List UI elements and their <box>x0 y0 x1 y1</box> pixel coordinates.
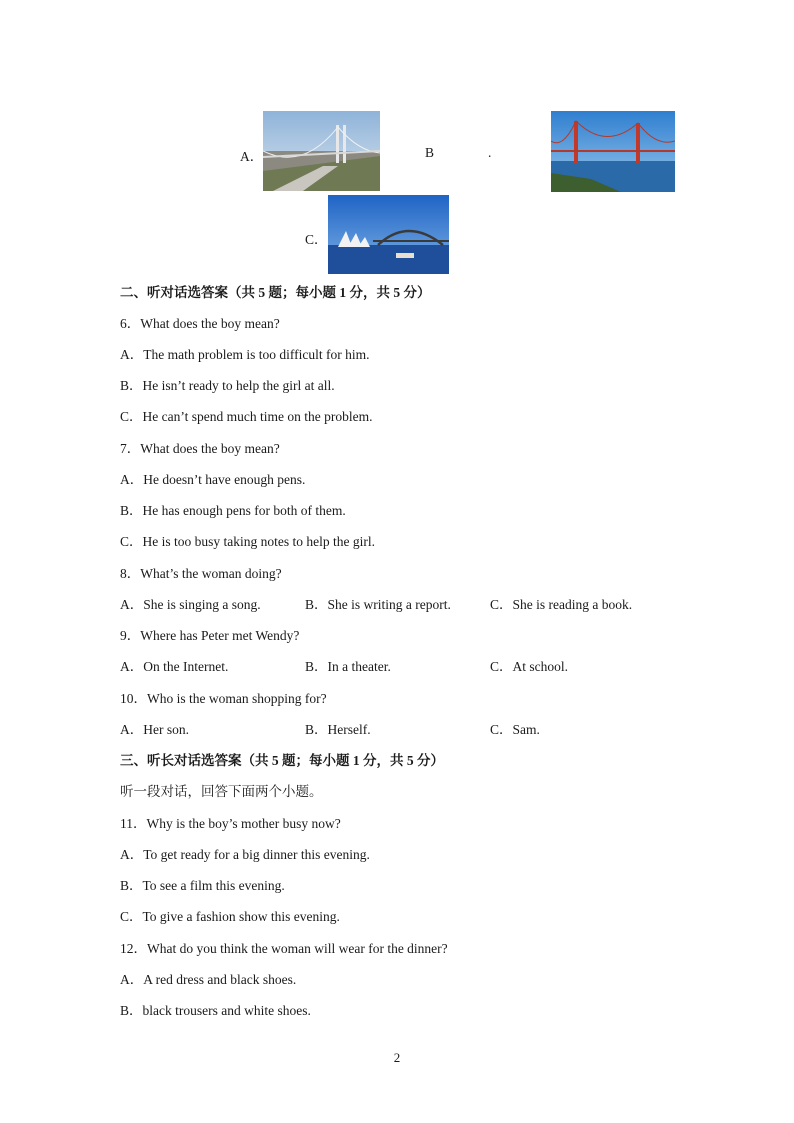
section-3-heading: 三、听长对话选答案（共 5 题；每小题 1 分，共 5 分） <box>120 753 444 768</box>
question-11-option-a: A．To get ready for a big dinner this evening. <box>120 847 370 862</box>
question-12-stem: 12．What do you think the woman will wear for the dinner? <box>120 941 448 956</box>
question-8-stem: 8．What’s the woman doing? <box>120 566 282 581</box>
bridge-photo-b <box>551 111 675 192</box>
question-12-option-b: B．black trousers and white shoes. <box>120 1003 311 1018</box>
question-6-option-a: A．The math problem is too difficult for him. <box>120 347 370 362</box>
question-8-option-c: C．She is reading a book. <box>490 597 633 612</box>
question-9-option-a: A．On the Internet. <box>120 659 229 674</box>
bridge-photo-c <box>328 195 449 274</box>
question-10-option-a: A．Her son. <box>120 722 189 737</box>
question-6-stem: 6．What does the boy mean? <box>120 316 280 331</box>
question-10-option-b: B．Herself. <box>305 722 371 737</box>
question-11-option-b: B．To see a film this evening. <box>120 878 285 893</box>
question-9-option-b: B．In a theater. <box>305 659 391 674</box>
question-6-option-b: B．He isn’t ready to help the girl at all. <box>120 378 335 393</box>
section-2-heading: 二、听对话选答案（共 5 题；每小题 1 分，共 5 分） <box>120 285 431 300</box>
option-b-dot: . <box>488 145 492 160</box>
question-7-option-b: B．He has enough pens for both of them. <box>120 503 346 518</box>
question-10-stem: 10．Who is the woman shopping for? <box>120 691 327 706</box>
question-7-option-a: A．He doesn’t have enough pens. <box>120 472 306 487</box>
question-11-stem: 11．Why is the boy’s mother busy now? <box>120 816 341 831</box>
question-7-stem: 7．What does the boy mean? <box>120 441 280 456</box>
option-a-label: A． <box>240 149 264 164</box>
option-c-label: C． <box>305 232 328 247</box>
bridge-photo-a <box>263 111 380 191</box>
question-9-option-c: C．At school. <box>490 659 569 674</box>
question-9-stem: 9．Where has Peter met Wendy? <box>120 628 300 643</box>
question-11-option-c: C．To give a fashion show this evening. <box>120 909 340 924</box>
question-8-option-b: B．She is writing a report. <box>305 597 451 612</box>
question-6-option-c: C．He can’t spend much time on the problem. <box>120 409 373 424</box>
option-b-label: B <box>425 145 435 160</box>
page-number: 2 <box>393 1050 401 1065</box>
question-10-option-c: C．Sam. <box>490 722 540 737</box>
question-8-option-a: A．She is singing a song. <box>120 597 261 612</box>
section-3-intro: 听一段对话，回答下面两个小题。 <box>120 784 323 799</box>
question-7-option-c: C．He is too busy taking notes to help the girl. <box>120 534 375 549</box>
question-12-option-a: A．A red dress and black shoes. <box>120 972 297 987</box>
